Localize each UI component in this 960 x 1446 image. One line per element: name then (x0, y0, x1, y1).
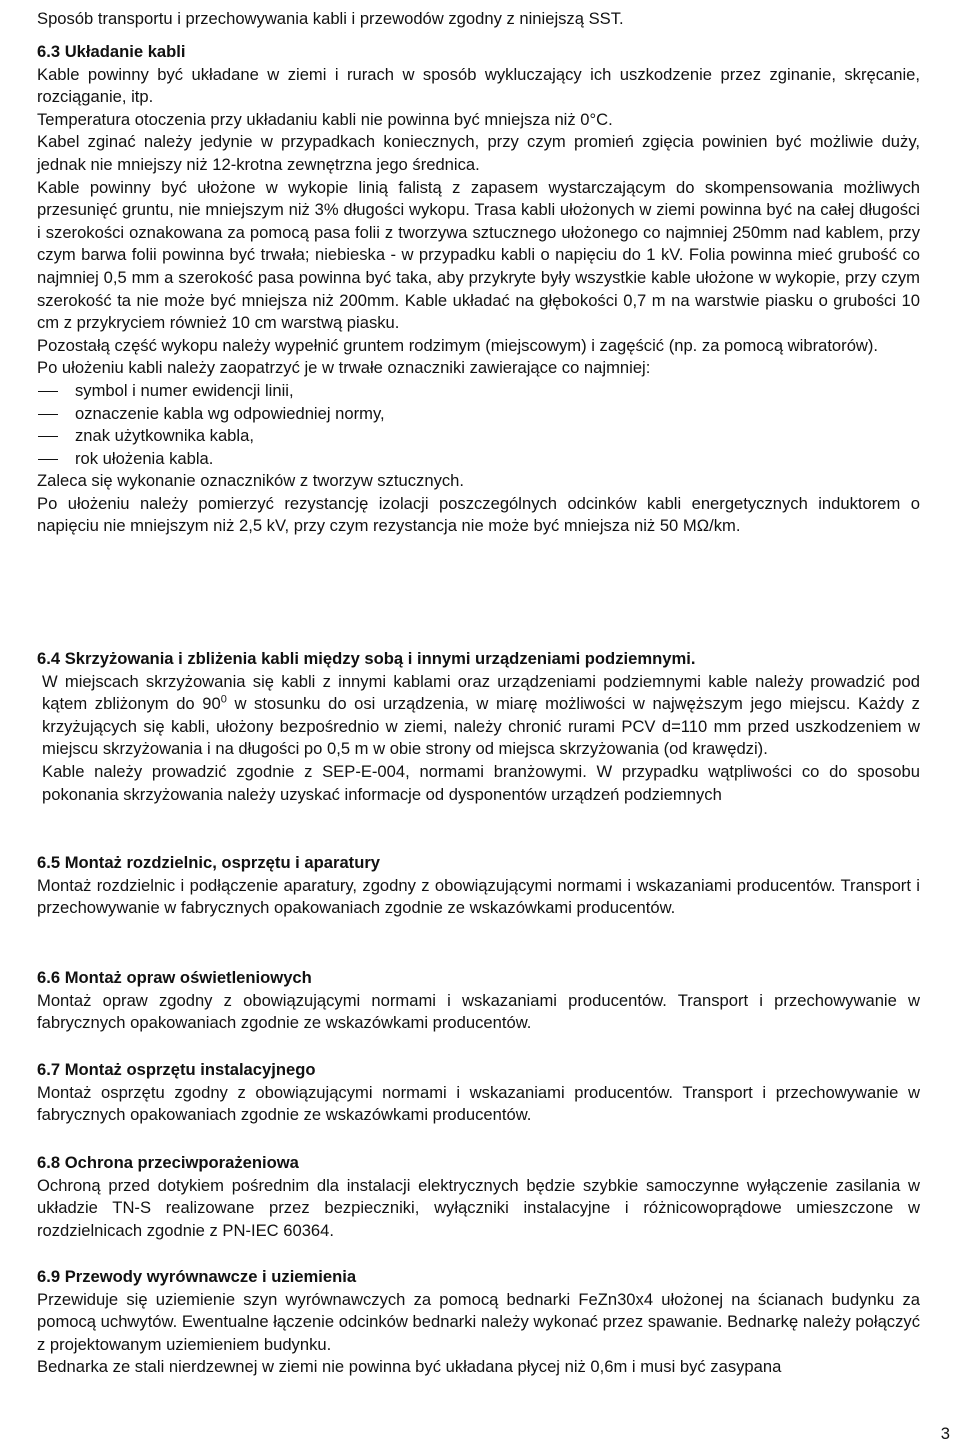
paragraph: Ochroną przed dotykiem pośrednim dla instalacji elektrycznych będzie szybkie samoczynne wyłączenie zasilania w układzie TN-S realizowane przez bezpieczniki, wyłączniki instalacyjne i różnicowoprądowe umieszczone w rozdzielnicach zgodnie z PN-IEC 60364. (37, 1175, 920, 1240)
section-title: Skrzyżowania i zbliżenia kabli między sobą i innymi urządzeniami podziemnymi. (64, 649, 696, 668)
section-number: 6.4 (37, 649, 61, 668)
text-run: w stosunku do osi urządzenia, w miarę możliwości w najwęższym jego miejscu. Każdy z krzyżujących się kabli, ułożony bezpośrednio w ziemi, należy chronić rurami PCV d=110 mm przed uszkodzeniem w miejscu skrzyżowania i na długości po 0,5 m w obie strony od miejsca skrzyżowania (od krawędzi). (42, 694, 920, 759)
section-heading (0, 1059, 960, 1082)
text-run: W miejscach skrzyżowania się kabli z innymi kablami oraz urządzeniami podziemnymi kable należy prowadzić pod kątem zbliżonym do 90 (42, 671, 920, 714)
section-title: Montaż rozdzielnic, osprzętu i aparatury (64, 853, 381, 872)
section-body (0, 64, 920, 538)
page-number: 3 (940, 1424, 950, 1443)
intro-line: Sposób transportu i przechowywania kabli i przewodów zgodny z niniejszą SST. (37, 9, 624, 28)
paragraph: Przewiduje się uziemienie szyn wyrównawczych za pomocą bednarki FeZn30x4 ułożonej na ścianach budynku za pomocą uchwytów. Ewentualne łączenie odcinków bednarki należy wykonać przez spawanie. Bednarkę należy połączyć z projektowanym uziemieniem budynku. (37, 1289, 920, 1354)
paragraph (42, 671, 920, 761)
paragraph: Montaż osprzętu zgodny z obowiązującymi normami i wskazaniami producentów. Transport i przechowywanie w fabrycznych opakowaniach zgodnie ze wskazówkami producentów. (37, 1082, 920, 1125)
section-6-8 (0, 1152, 960, 1242)
section-heading (0, 1152, 960, 1175)
paragraph: Zaleca się wykonanie oznaczników z tworzyw sztucznych. (37, 471, 464, 491)
section-number: 6.3 (37, 42, 61, 61)
section-heading (0, 852, 960, 875)
section-title: Układanie kabli (64, 42, 186, 61)
section-number: 6.8 (37, 1153, 61, 1172)
section-number: 6.7 (37, 1060, 61, 1079)
section-number: 6.9 (37, 1267, 61, 1286)
list-item: symbol i numer ewidencji linii, (37, 380, 920, 403)
section-title: Montaż opraw oświetleniowych (64, 968, 312, 987)
paragraph: Po ułożeniu kabli należy zaopatrzyć je w trwałe oznaczniki zawierające co najmniej: (37, 358, 651, 378)
paragraph: Kable należy prowadzić zgodnie z SEP-E-004, normami branżowymi. W przypadku wątpliwości co do sposobu pokonania skrzyżowania należy uzyskać informacje od dysponentów urządzeń podziemnych (42, 761, 920, 804)
section-title: Ochrona przeciwporażeniowa (64, 1153, 299, 1172)
superscript: 0 (220, 693, 227, 706)
section-6-4 (0, 648, 960, 806)
section-6-3 (0, 41, 960, 538)
section-title: Montaż osprzętu instalacyjnego (64, 1060, 316, 1079)
section-body (0, 990, 920, 1035)
paragraph: Pozostałą część wykopu należy wypełnić gruntem rodzimym (miejscowym) i zagęścić (np. za pomocą wibratorów). (37, 335, 879, 355)
section-6-5 (0, 852, 960, 920)
paragraph: Temperatura otoczenia przy układaniu kabli nie powinna być mniejsza niż 0°C. (37, 109, 613, 129)
section-6-6 (0, 967, 960, 1035)
list-item: oznaczenie kabla wg odpowiedniej normy, (37, 403, 920, 426)
paragraph: Montaż rozdzielnic i podłączenie aparatury, zgodny z obowiązującymi normami i wskazaniami producentów. Transport i przechowywanie w fabrycznych opakowaniach zgodnie ze wskazówkami producentów. (37, 875, 920, 918)
marker-list (37, 380, 920, 470)
section-number: 6.6 (37, 968, 61, 987)
paragraph: Po ułożeniu należy pomierzyć rezystancję izolacji poszczególnych odcinków kabli energetycznych induktorem o napięciu nie mniejszym niż 2,5 kV, przy czym rezystancja nie może być mniejsza niż 50 MΩ/km. (37, 493, 920, 536)
paragraph: Kable powinny być ułożone w wykopie linią falistą z zapasem wystarczającym do skompensowania możliwych przesunięć gruntu, nie mniejszym niż 3% długości wykopu. Trasa kabli ułożonych w ziemi powinna być na całej długości i szerokości oznakowana za pomocą pasa folii z tworzywa sztucznego ułożonego co najmniej 250mm nad kablem, przy czym barwa folii powinna być trwała; niebieska - w przypadku kabli o napięciu do 1 kV. Folia powinna mieć grubość co najmniej 0,5 mm a szerokość pasa powinna być taka, aby przykryte były wszystkie kable ułożone w wykopie, przy czym szerokość ta nie może być mniejsza niż 200mm. Kable układać na głębokości 0,7 m na warstwie piasku o grubości 10 cm z przykryciem również 10 cm warstwą piasku. (37, 177, 920, 333)
section-body (0, 1175, 920, 1243)
section-heading (0, 648, 960, 671)
section-body (0, 1289, 920, 1379)
paragraph: Montaż opraw zgodny z obowiązującymi normami i wskazaniami producentów. Transport i przechowywanie w fabrycznych opakowaniach zgodnie ze wskazówkami producentów. (37, 990, 920, 1033)
paragraph: Bednarka ze stali nierdzewnej w ziemi nie powinna być układana płycej niż 0,6m i musi być zasypana (37, 1357, 782, 1377)
section-number: 6.5 (37, 853, 61, 872)
section-heading (0, 41, 960, 64)
section-heading (0, 967, 960, 990)
section-title: Przewody wyrównawcze i uziemienia (64, 1267, 357, 1286)
section-body (0, 671, 920, 807)
list-item: znak użytkownika kabla, (37, 425, 920, 448)
paragraph: Kable powinny być układane w ziemi i rurach w sposób wykluczający ich uszkodzenie przez zginanie, skręcanie, rozciąganie, itp. (37, 64, 920, 107)
section-body (0, 875, 920, 920)
section-body (0, 1082, 920, 1127)
section-6-7 (0, 1059, 960, 1127)
list-item: rok ułożenia kabla. (37, 448, 920, 471)
paragraph: Kabel zginać należy jedynie w przypadkach koniecznych, przy czym promień zgięcia powinien być możliwie duży, jednak nie mniejszy niż 12-krotna zewnętrzna jego średnica. (37, 132, 920, 174)
section-6-9 (0, 1266, 960, 1379)
section-heading (0, 1266, 960, 1289)
